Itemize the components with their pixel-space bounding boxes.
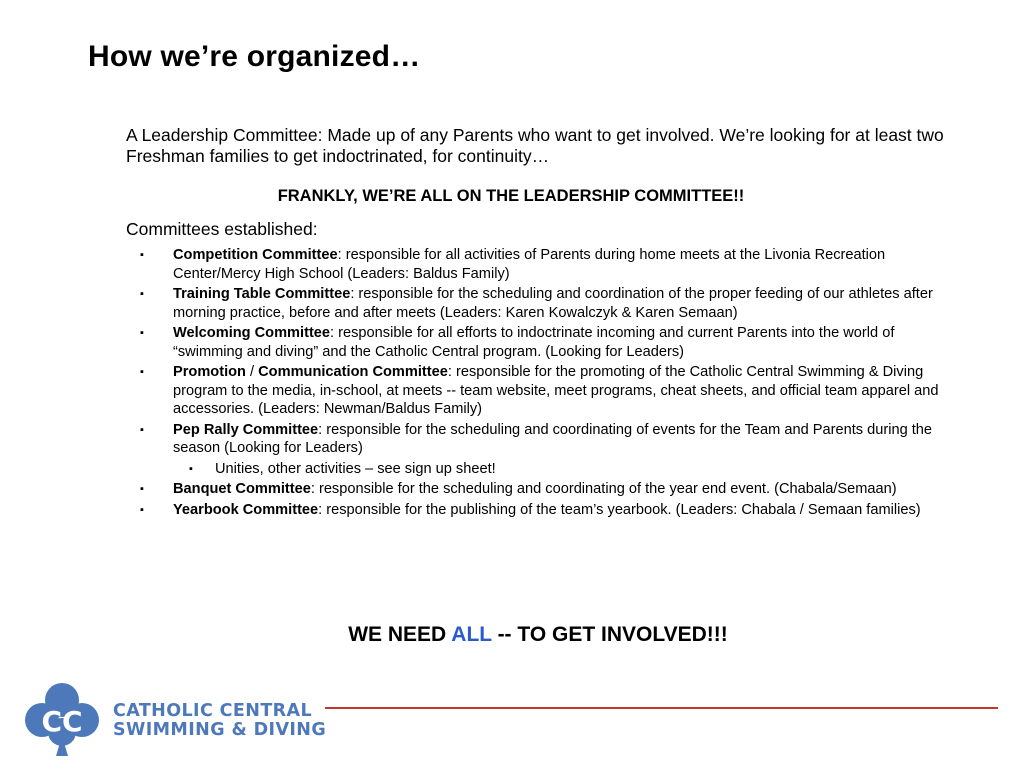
square-bullet-icon: ▪ xyxy=(140,503,144,516)
logo-mark-text: CC xyxy=(41,705,83,738)
list-item-pep-rally xyxy=(126,421,956,458)
committee-name-part1: Promotion xyxy=(173,364,246,380)
committee-description: : responsible for all activities of Parents during home meets at the Livonia Recreation Center/Mercy High School (Leaders: Baldus Family) xyxy=(173,247,886,282)
shamrock-logo-icon xyxy=(22,680,102,758)
list-item-promotion xyxy=(126,363,956,419)
square-bullet-icon: ▪ xyxy=(140,366,144,378)
committee-name: Banquet Committee xyxy=(173,481,311,497)
slide-title: How we’re organized… xyxy=(88,40,421,73)
logo-wordmark xyxy=(113,702,326,740)
committee-name: Welcoming Committee xyxy=(173,325,331,341)
committee-name: Yearbook Committee xyxy=(173,501,319,518)
cta-part1: WE NEED xyxy=(348,623,452,646)
committee-name: Pep Rally Committee xyxy=(173,421,319,438)
call-to-action xyxy=(0,623,1024,647)
square-bullet-icon: ▪ xyxy=(140,483,144,495)
list-item-competition xyxy=(126,246,956,283)
square-bullet-icon: ▪ xyxy=(189,462,193,475)
sub-item-text: Unities, other activities – see sign up sheet! xyxy=(215,460,496,477)
square-bullet-icon: ▪ xyxy=(140,249,144,261)
committee-name-part2: Communication Committee xyxy=(258,364,448,380)
list-item-training-table xyxy=(126,285,956,322)
committee-description: : responsible for the scheduling and coordination of the proper feeding of our athletes after morning practice, before and after meets (Leaders: Karen Kowalczyk & Karen Semaan) xyxy=(173,286,933,321)
cta-part2: -- TO GET INVOLVED!!! xyxy=(491,623,728,646)
committee-description: : responsible for the promoting of the Catholic Central Swimming & Diving program to the media, in-school, at meets -- team website, meet programs, cheat sheets, and official team apparel and accessories. (Leaders: Newman/Baldus Family) xyxy=(173,364,939,417)
committee-name: Competition Committee xyxy=(173,247,338,263)
committee-description: : responsible for the scheduling and coordinating of events for the Team and Parents during the season (Looking for Leaders) xyxy=(173,421,933,456)
committee-name: Training Table Committee xyxy=(173,286,351,302)
logo-line-1: CATHOLIC CENTRAL xyxy=(113,701,313,721)
square-bullet-icon: ▪ xyxy=(140,327,144,339)
intro-paragraph: A Leadership Committee: Made up of any Parents who want to get involved. We’re looking for at least two Freshman families to get indoctrinated, for continuity… xyxy=(126,125,944,166)
list-item-yearbook xyxy=(126,501,956,520)
committee-description: : responsible for the publishing of the team’s yearbook. (Leaders: Chabala / Semaan families) xyxy=(318,501,921,518)
frankly-statement: FRANKLY, WE’RE ALL ON THE LEADERSHIP COMMITTEE!! xyxy=(277,187,745,205)
square-bullet-icon: ▪ xyxy=(140,423,144,436)
list-item-banquet xyxy=(126,480,956,499)
committee-list xyxy=(126,246,956,521)
committees-heading: Committees established: xyxy=(126,219,318,239)
committee-description: : responsible for the scheduling and coordinating of the year end event. (Chabala/Semaan) xyxy=(310,481,897,497)
footer-divider xyxy=(325,707,998,709)
logo-line-2: SWIMMING & DIVING xyxy=(113,720,327,740)
sub-list-item-unities xyxy=(126,460,956,479)
cta-accent: ALL xyxy=(451,623,492,646)
committee-name-separator: / xyxy=(245,364,259,380)
committee-description: : responsible for all efforts to indoctrinate incoming and current Parents into the world of “swimming and diving” and the Catholic Central program. (Looking for Leaders) xyxy=(173,325,895,360)
list-item-welcoming xyxy=(126,324,956,361)
square-bullet-icon: ▪ xyxy=(140,288,144,300)
